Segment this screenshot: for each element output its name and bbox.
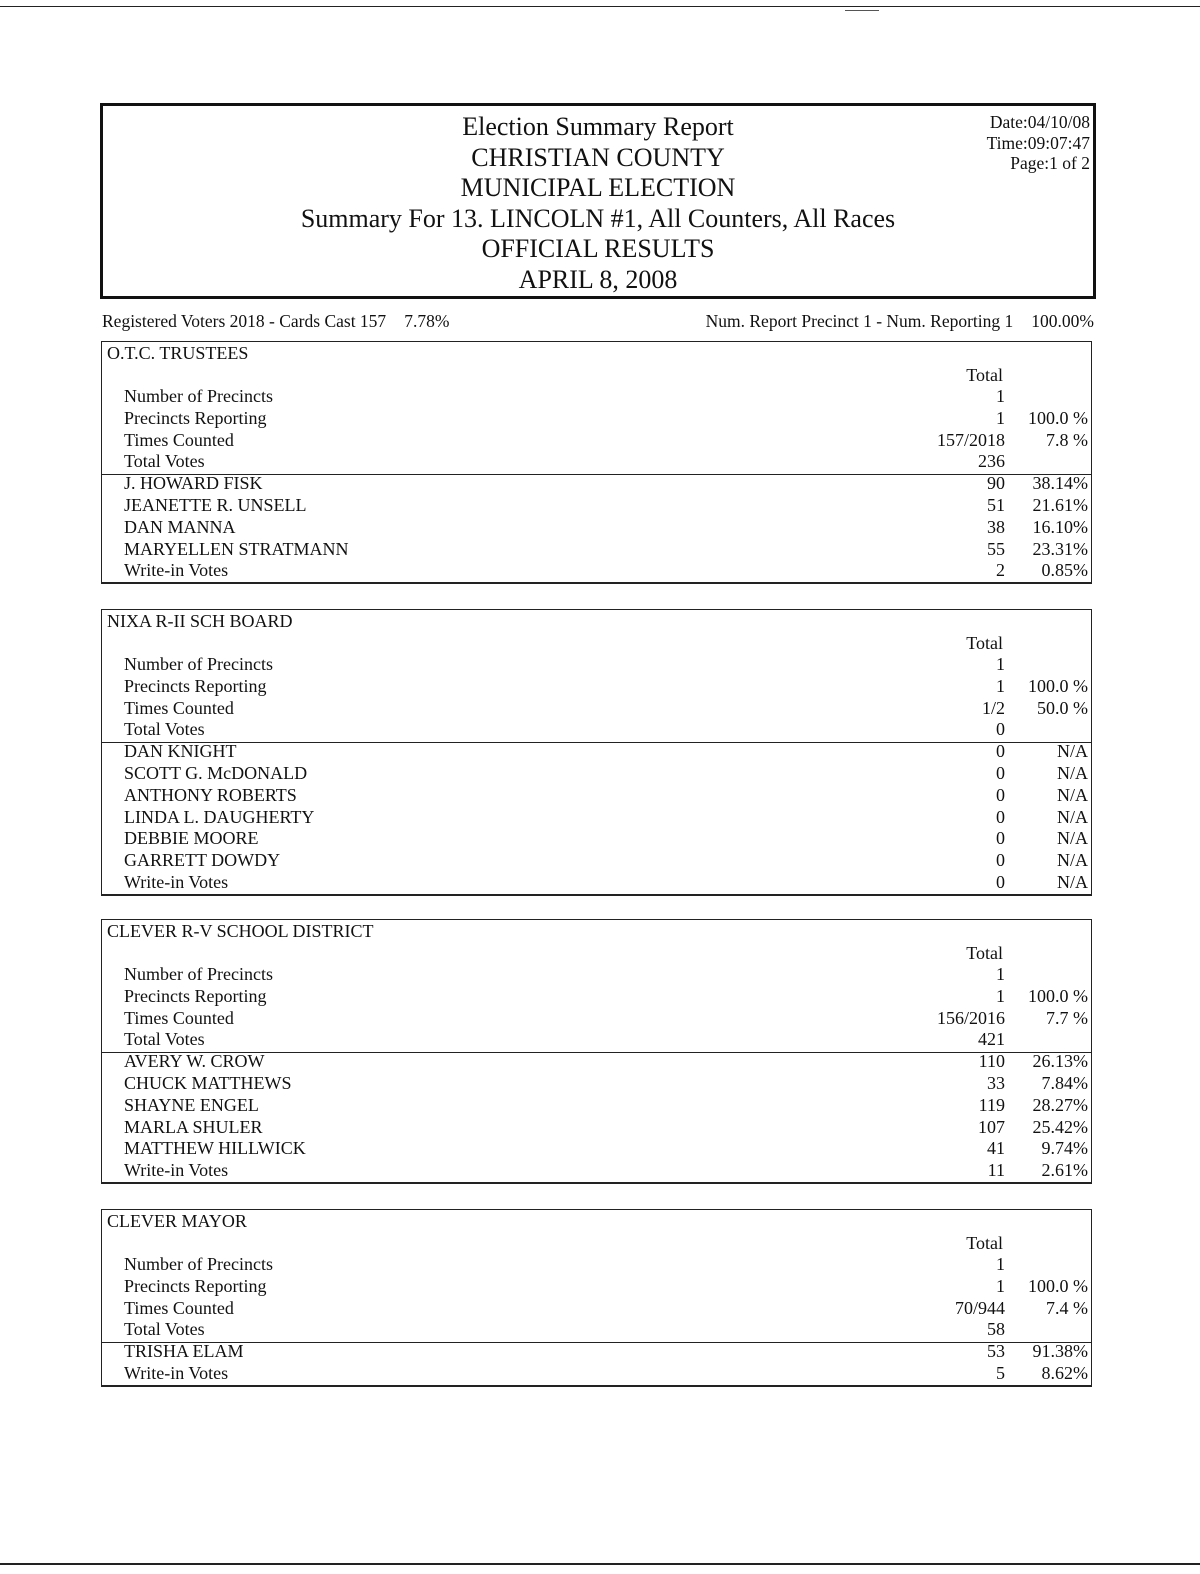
row-total: 55 — [987, 538, 1005, 559]
row-label: Write-in Votes — [124, 1160, 229, 1181]
row-total: 1 — [996, 1254, 1005, 1274]
report-title: Election Summary Report — [462, 112, 734, 141]
race-title: CLEVER R-V SCHOOL DISTRICT — [107, 921, 374, 941]
row-label: AVERY W. CROW — [124, 1051, 265, 1072]
row-total: 1 — [996, 407, 1005, 428]
row-percentage: N/A — [1057, 763, 1088, 783]
result-row — [102, 986, 1091, 1008]
report-meta — [987, 112, 1090, 174]
row-label: Precincts Reporting — [124, 985, 267, 1006]
row-label: Write-in Votes — [124, 1363, 229, 1383]
row-total: 2 — [996, 560, 1005, 581]
row-total: 33 — [987, 1073, 1005, 1093]
result-row — [102, 517, 1091, 539]
row-percentage: 23.31% — [1032, 538, 1088, 559]
row-label: SHAYNE ENGEL — [124, 1094, 259, 1115]
scan-bottom-edge — [0, 1563, 1200, 1565]
row-label: Times Counted — [124, 1297, 234, 1318]
page-number: Page:1 of 2 — [1010, 153, 1090, 173]
row-percentage: 7.7 % — [1046, 1007, 1088, 1028]
row-total: 0 — [996, 806, 1005, 827]
row-total: 236 — [978, 451, 1005, 472]
row-total: 38 — [987, 516, 1005, 537]
row-label: Number of Precincts — [124, 1254, 273, 1274]
row-label: Number of Precincts — [124, 964, 273, 984]
row-percentage: 7.4 % — [1046, 1297, 1088, 1318]
row-percentage: 2.61% — [1041, 1160, 1088, 1181]
registered-voters: Registered Voters 2018 - Cards Cast 157 — [102, 311, 387, 331]
row-total: 1 — [996, 1275, 1005, 1296]
results-status: OFFICIAL RESULTS — [481, 234, 715, 264]
row-percentage: 21.61% — [1032, 495, 1088, 515]
result-row — [102, 698, 1091, 720]
row-label: DAN KNIGHT — [124, 741, 237, 762]
result-row — [102, 1254, 1091, 1276]
race-box — [101, 341, 1092, 584]
row-label: J. HOWARD FISK — [124, 473, 263, 494]
row-percentage: 0.85% — [1041, 560, 1088, 581]
scan-mark — [845, 10, 879, 11]
row-total: 1 — [996, 675, 1005, 696]
row-label: Total Votes — [124, 719, 205, 740]
scan-top-edge — [0, 6, 1200, 7]
result-row — [102, 386, 1091, 408]
row-total: 1 — [996, 985, 1005, 1006]
result-row — [102, 1095, 1091, 1117]
row-label: SCOTT G. McDONALD — [124, 763, 308, 783]
result-row — [102, 964, 1091, 986]
row-label: MARYELLEN STRATMANN — [124, 538, 349, 559]
row-label: TRISHA ELAM — [124, 1341, 244, 1362]
row-total: 70/944 — [954, 1297, 1005, 1318]
row-total: 1/2 — [981, 697, 1005, 718]
row-percentage: 100.0 % — [1028, 1275, 1088, 1296]
row-total: 421 — [978, 1029, 1005, 1050]
precincts-reporting-summary: Num. Report Precinct 1 - Num. Reporting 1 — [705, 311, 1014, 331]
row-label: CHUCK MATTHEWS — [124, 1073, 292, 1093]
row-total: 1 — [996, 386, 1005, 406]
row-label: JEANETTE R. UNSELL — [124, 495, 307, 515]
result-row — [102, 560, 1091, 582]
row-label: LINDA L. DAUGHERTY — [124, 806, 315, 827]
row-total: 90 — [987, 473, 1005, 494]
row-label: DAN MANNA — [124, 516, 236, 537]
race-title: NIXA R-II SCH BOARD — [107, 611, 293, 631]
result-row — [102, 850, 1091, 872]
result-row — [102, 763, 1091, 785]
report-date: Date:04/10/08 — [989, 112, 1090, 132]
summary-scope: Summary For 13. LINCOLN #1, All Counters, All Races — [300, 203, 896, 233]
total-column-header: Total — [966, 943, 1003, 963]
row-total: 5 — [996, 1363, 1005, 1383]
result-row — [102, 1341, 1091, 1363]
row-label: ANTHONY ROBERTS — [124, 784, 297, 805]
result-row — [102, 676, 1091, 698]
row-label: Times Counted — [124, 697, 234, 718]
row-total: 107 — [978, 1116, 1005, 1137]
row-total: 1 — [996, 654, 1005, 674]
row-percentage: N/A — [1057, 850, 1088, 871]
row-label: Write-in Votes — [124, 872, 229, 892]
result-row — [102, 1029, 1091, 1051]
row-percentage: 25.42% — [1032, 1116, 1088, 1137]
row-total: 53 — [987, 1341, 1005, 1362]
row-total: 110 — [978, 1051, 1005, 1072]
row-label: Write-in Votes — [124, 560, 229, 581]
result-row — [102, 807, 1091, 829]
result-row — [102, 1319, 1091, 1341]
race-box — [101, 609, 1092, 896]
row-total: 1 — [996, 964, 1005, 984]
row-percentage: 7.84% — [1041, 1073, 1088, 1093]
result-row — [102, 1298, 1091, 1320]
race-title: CLEVER MAYOR — [107, 1211, 247, 1231]
row-label: Total Votes — [124, 1029, 205, 1050]
row-percentage: 100.0 % — [1028, 675, 1088, 696]
total-column-header: Total — [966, 365, 1003, 385]
row-percentage: 50.0 % — [1037, 697, 1088, 718]
row-label: Precincts Reporting — [124, 675, 267, 696]
row-label: Times Counted — [124, 1007, 234, 1028]
result-row — [102, 1117, 1091, 1139]
total-column-header: Total — [966, 1233, 1003, 1253]
row-percentage: 8.62% — [1041, 1363, 1088, 1383]
row-percentage: N/A — [1057, 872, 1088, 892]
row-percentage: N/A — [1057, 741, 1088, 762]
row-total: 41 — [987, 1138, 1005, 1159]
row-total: 0 — [996, 850, 1005, 871]
row-label: Precincts Reporting — [124, 1275, 267, 1296]
report-time: Time:09:07:47 — [986, 132, 1090, 153]
race-title: O.T.C. TRUSTEES — [107, 343, 249, 363]
row-total: 156/2016 — [936, 1007, 1005, 1028]
row-total: 0 — [996, 872, 1005, 892]
row-percentage: 91.38% — [1032, 1341, 1088, 1362]
row-total: 11 — [987, 1160, 1005, 1181]
row-percentage: 16.10% — [1032, 516, 1088, 537]
county-name: CHRISTIAN COUNTY — [471, 142, 725, 172]
row-label: Total Votes — [124, 1319, 205, 1340]
row-total: 51 — [987, 495, 1005, 515]
row-label: Number of Precincts — [124, 386, 273, 406]
result-row — [102, 828, 1091, 850]
row-percentage: 28.27% — [1032, 1094, 1088, 1115]
row-label: Times Counted — [124, 429, 234, 450]
result-row — [102, 495, 1091, 517]
result-row — [102, 1276, 1091, 1298]
row-total: 157/2018 — [936, 429, 1005, 450]
race-box — [101, 919, 1092, 1184]
race-box — [101, 1209, 1092, 1387]
result-row — [102, 741, 1091, 763]
row-total: 0 — [996, 763, 1005, 783]
report-title-block — [103, 112, 1093, 296]
row-total: 0 — [996, 741, 1005, 762]
result-row — [102, 1051, 1091, 1073]
row-percentage: 26.13% — [1032, 1051, 1088, 1072]
row-label: DEBBIE MOORE — [124, 828, 259, 849]
row-total: 0 — [996, 784, 1005, 805]
result-row — [102, 1138, 1091, 1160]
row-label: MARLA SHULER — [124, 1116, 263, 1137]
row-label: Precincts Reporting — [124, 407, 267, 428]
row-label: MATTHEW HILLWICK — [124, 1138, 306, 1159]
total-column-header: Total — [966, 633, 1003, 653]
result-row — [102, 1363, 1091, 1385]
result-row — [102, 654, 1091, 676]
row-total: 0 — [996, 719, 1005, 740]
result-row — [102, 785, 1091, 807]
result-row — [102, 408, 1091, 430]
result-row — [102, 1160, 1091, 1182]
result-row — [102, 719, 1091, 741]
row-total: 58 — [987, 1319, 1005, 1340]
row-total: 0 — [996, 828, 1005, 849]
result-row — [102, 539, 1091, 561]
row-percentage: N/A — [1057, 784, 1088, 805]
result-row — [102, 872, 1091, 894]
result-row — [102, 1073, 1091, 1095]
result-row — [102, 451, 1091, 473]
row-label: GARRETT DOWDY — [124, 850, 281, 871]
row-percentage: 9.74% — [1041, 1138, 1088, 1159]
result-row — [102, 1008, 1091, 1030]
row-percentage: N/A — [1057, 828, 1088, 849]
turnout-summary — [102, 311, 1094, 333]
row-label: Number of Precincts — [124, 654, 273, 674]
row-percentage: 7.8 % — [1046, 429, 1088, 450]
election-date: APRIL 8, 2008 — [518, 264, 678, 294]
row-percentage: 100.0 % — [1028, 985, 1088, 1006]
row-percentage: 38.14% — [1032, 473, 1088, 494]
row-label: Total Votes — [124, 451, 205, 472]
row-total: 119 — [978, 1094, 1005, 1115]
result-row — [102, 430, 1091, 452]
report-header — [100, 103, 1096, 299]
row-percentage: 100.0 % — [1028, 407, 1088, 428]
election-name: MUNICIPAL ELECTION — [460, 173, 736, 203]
result-row — [102, 473, 1091, 495]
row-percentage: N/A — [1057, 806, 1088, 827]
cast-percentage: 7.78% — [404, 311, 450, 331]
reporting-percentage: 100.00% — [1031, 311, 1094, 331]
